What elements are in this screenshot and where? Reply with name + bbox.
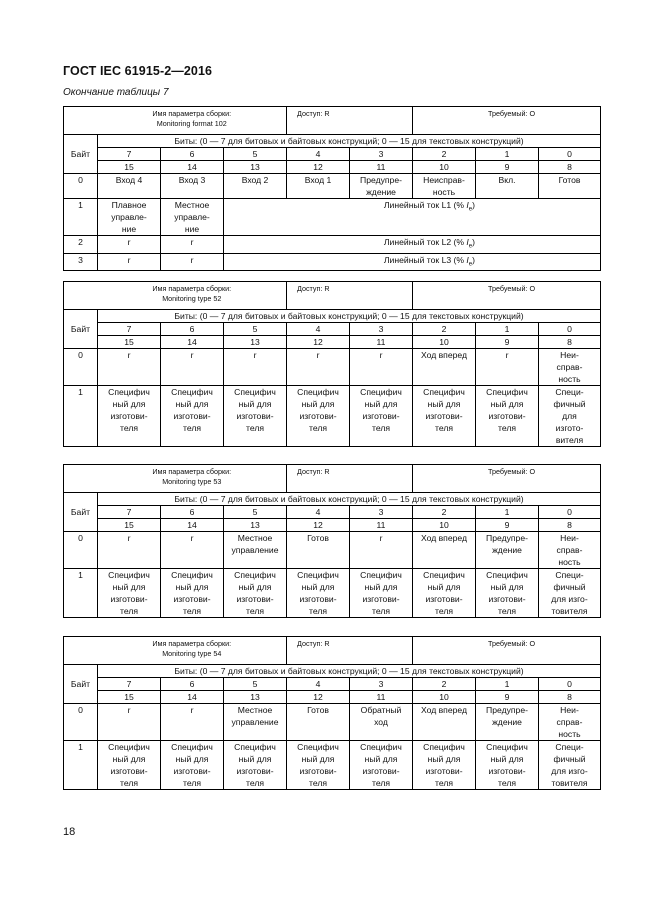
byte-column-header: Байт	[64, 665, 98, 704]
bit-header: 3	[350, 678, 413, 691]
bit-cell: Специфич ный для изготови- теля	[476, 386, 539, 447]
table-row	[64, 704, 601, 741]
bit-cell: r	[161, 236, 224, 254]
assembly-name-value: Monitoring type 53	[162, 476, 222, 486]
bit-cell: Местное управле- ние	[161, 199, 224, 236]
bit-header: 11	[350, 336, 413, 349]
bit-header: 4	[287, 678, 350, 691]
bit-cell: Специфич ный для изготови- теля	[224, 386, 287, 447]
bit-cell: Неисправ- ность	[413, 174, 476, 199]
bit-header: 1	[476, 323, 539, 336]
table-row	[64, 349, 601, 386]
assembly-name-label: Имя параметра сборки:	[152, 109, 232, 118]
bit-header: 7	[98, 148, 161, 161]
merged-line-current-cell: Линейный ток L3 (% $I_e$)	[224, 253, 601, 271]
bit-cell: r	[161, 349, 224, 386]
bit-cell: r	[161, 704, 224, 741]
assembly-name	[98, 637, 287, 665]
table-row	[64, 532, 601, 569]
bit-header: 15	[98, 691, 161, 704]
bit-table	[63, 664, 601, 790]
bit-table	[63, 309, 601, 447]
bit-cell: Неи- справ- ность	[539, 349, 601, 386]
bits-caption: Биты: (0 — 7 для битовых и байтовых конструкций; 0 — 15 для текстовых конструкций)	[98, 135, 601, 148]
bit-cell: Вход 1	[287, 174, 350, 199]
bit-cell: Специфич ный для изготови- теля	[413, 741, 476, 790]
table-row	[64, 236, 601, 254]
bit-cell: Специ- фичный для изго- товителя	[539, 569, 601, 618]
bit-cell: Специфич ный для изготови- теля	[476, 569, 539, 618]
byte-number: 1	[64, 569, 98, 618]
bit-header: 13	[224, 691, 287, 704]
bit-header: 13	[224, 336, 287, 349]
bit-cell: Ход вперед	[413, 704, 476, 741]
bit-table	[63, 134, 601, 271]
bit-header: 14	[161, 519, 224, 532]
bit-header: 0	[539, 678, 601, 691]
byte-column-header: Байт	[64, 493, 98, 532]
bit-table	[63, 492, 601, 618]
bits-caption: Биты: (0 — 7 для битовых и байтовых конструкций; 0 — 15 для текстовых конструкций)	[98, 493, 601, 506]
bit-header: 9	[476, 336, 539, 349]
bit-header: 11	[350, 691, 413, 704]
bit-header: 12	[287, 336, 350, 349]
bit-header: 2	[413, 678, 476, 691]
byte-column-header: Байт	[64, 135, 98, 174]
bit-header: 10	[413, 519, 476, 532]
bit-cell: Вход 2	[224, 174, 287, 199]
bit-header: 8	[539, 336, 601, 349]
bit-header: 5	[224, 148, 287, 161]
bit-header: 15	[98, 336, 161, 349]
bit-cell: Специ- фичный для изгото- вителя	[539, 386, 601, 447]
bit-header: 6	[161, 148, 224, 161]
access-cell: Доступ: R	[287, 282, 413, 310]
bit-header: 6	[161, 323, 224, 336]
bit-cell: r	[224, 349, 287, 386]
bit-cell: Специфич ный для изготови- теля	[98, 741, 161, 790]
bit-cell: Специфич ный для изготови- теля	[413, 569, 476, 618]
bit-header: 12	[287, 519, 350, 532]
bit-header: 2	[413, 506, 476, 519]
bit-header: 10	[413, 161, 476, 174]
bit-cell: r	[161, 532, 224, 569]
bit-header: 6	[161, 506, 224, 519]
bit-cell: Специфич ный для изготови- теля	[287, 386, 350, 447]
table-row	[64, 741, 601, 790]
assembly-name-label: Имя параметра сборки:	[152, 284, 232, 293]
bit-cell: Специфич ный для изготови- теля	[350, 386, 413, 447]
bit-cell: r	[98, 349, 161, 386]
bit-header: 6	[161, 678, 224, 691]
required-cell: Требуемый: О	[413, 107, 601, 135]
bit-cell: Специфич ный для изготови- теля	[350, 741, 413, 790]
bit-header: 5	[224, 678, 287, 691]
bit-header: 10	[413, 691, 476, 704]
bit-header: 3	[350, 506, 413, 519]
bit-cell: Специфич ный для изготови- теля	[413, 386, 476, 447]
bit-cell: Ход вперед	[413, 349, 476, 386]
byte-number: 1	[64, 741, 98, 790]
bit-cell: Специфич ный для изготови- теля	[161, 741, 224, 790]
assembly-name-value: Monitoring type 54	[162, 648, 222, 658]
byte-column-header: Байт	[64, 310, 98, 349]
bit-cell: Специ- фичный для изго- товителя	[539, 741, 601, 790]
assembly-name-value: Monitoring format 102	[156, 118, 227, 128]
merged-line-current-cell: Линейный ток L2 (% $I_e$)	[224, 236, 601, 254]
bit-header: 4	[287, 506, 350, 519]
bit-header: 9	[476, 161, 539, 174]
bit-cell: Специфич ный для изготови- теля	[98, 569, 161, 618]
bit-header: 14	[161, 336, 224, 349]
bit-cell: Местное управление	[224, 704, 287, 741]
assembly-name	[98, 107, 287, 135]
bit-header: 3	[350, 323, 413, 336]
access-cell: Доступ: R	[287, 107, 413, 135]
bit-header: 0	[539, 323, 601, 336]
bit-header: 12	[287, 161, 350, 174]
bit-cell: Предупре- ждение	[350, 174, 413, 199]
bit-header: 4	[287, 323, 350, 336]
bit-cell: Специфич ный для изготови- теля	[224, 569, 287, 618]
bit-header: 3	[350, 148, 413, 161]
bit-cell: Специфич ный для изготови- теля	[161, 386, 224, 447]
bit-header: 15	[98, 519, 161, 532]
byte-number: 0	[64, 532, 98, 569]
bit-cell: Вкл.	[476, 174, 539, 199]
bit-cell: r	[350, 532, 413, 569]
bit-header: 2	[413, 148, 476, 161]
bit-cell: Специфич ный для изготови- теля	[287, 569, 350, 618]
bit-header: 8	[539, 519, 601, 532]
assembly-name-label: Имя параметра сборки:	[152, 467, 232, 476]
block-monitoring-type-53	[63, 464, 601, 618]
assembly-name	[98, 282, 287, 310]
bit-header: 1	[476, 506, 539, 519]
bit-header: 1	[476, 678, 539, 691]
document-header: ГОСТ IEC 61915-2—2016	[63, 64, 213, 78]
byte-number: 1	[64, 199, 98, 236]
bit-cell: r	[98, 532, 161, 569]
bit-cell: r	[98, 253, 161, 271]
bit-header: 15	[98, 161, 161, 174]
bit-header: 13	[224, 519, 287, 532]
bit-header: 0	[539, 148, 601, 161]
bit-cell: Специфич ный для изготови- теля	[287, 741, 350, 790]
bit-cell: Неи- справ- ность	[539, 532, 601, 569]
page-number: 18	[63, 826, 76, 838]
assembly-name-label: Имя параметра сборки:	[152, 639, 232, 648]
bit-header: 7	[98, 506, 161, 519]
bit-cell: Готов	[287, 532, 350, 569]
bit-cell: r	[98, 704, 161, 741]
assembly-meta-table	[63, 636, 601, 665]
table-row	[64, 199, 601, 236]
bit-cell: Готов	[287, 704, 350, 741]
bit-header: 11	[350, 519, 413, 532]
bit-cell: Вход 4	[98, 174, 161, 199]
bit-header: 0	[539, 506, 601, 519]
bit-header: 2	[413, 323, 476, 336]
byte-number: 1	[64, 386, 98, 447]
bit-header: 5	[224, 506, 287, 519]
table-continuation-caption: Окончание таблицы 7	[63, 87, 169, 98]
merged-line-current-cell: Линейный ток L1 (% $I_e$)	[224, 199, 601, 236]
bit-cell: Ход вперед	[413, 532, 476, 569]
required-cell: Требуемый: О	[413, 637, 601, 665]
table-row	[64, 569, 601, 618]
bit-header: 9	[476, 691, 539, 704]
bits-caption: Биты: (0 — 7 для битовых и байтовых конструкций; 0 — 15 для текстовых конструкций)	[98, 310, 601, 323]
bit-cell: r	[287, 349, 350, 386]
assembly-meta-table	[63, 106, 601, 135]
bit-header: 8	[539, 161, 601, 174]
block-monitoring-type-52	[63, 281, 601, 447]
bit-header: 5	[224, 323, 287, 336]
assembly-name	[98, 465, 287, 493]
table-row	[64, 253, 601, 271]
required-cell: Требуемый: О	[413, 465, 601, 493]
bit-cell: Специфич ный для изготови- теля	[98, 386, 161, 447]
bit-cell: Предупре- ждение	[476, 532, 539, 569]
bit-cell: Обратный ход	[350, 704, 413, 741]
bit-cell: Специфич ный для изготови- теля	[224, 741, 287, 790]
bit-cell: Вход 3	[161, 174, 224, 199]
bit-cell: r	[98, 236, 161, 254]
bit-cell: Предупре- ждение	[476, 704, 539, 741]
bit-header: 10	[413, 336, 476, 349]
block-monitoring-type-54	[63, 636, 601, 790]
byte-number: 0	[64, 174, 98, 199]
bit-header: 14	[161, 691, 224, 704]
bit-header: 7	[98, 678, 161, 691]
bit-cell: r	[161, 253, 224, 271]
byte-number: 2	[64, 236, 98, 254]
bits-caption: Биты: (0 — 7 для битовых и байтовых конструкций; 0 — 15 для текстовых конструкций)	[98, 665, 601, 678]
bit-cell: Местное управление	[224, 532, 287, 569]
table-row	[64, 386, 601, 447]
access-cell: Доступ: R	[287, 465, 413, 493]
bit-cell: r	[350, 349, 413, 386]
bit-header: 12	[287, 691, 350, 704]
bit-header: 14	[161, 161, 224, 174]
bit-cell: Специфич ный для изготови- теля	[161, 569, 224, 618]
bit-cell: r	[476, 349, 539, 386]
bit-cell: Готов	[539, 174, 601, 199]
access-cell: Доступ: R	[287, 637, 413, 665]
bit-header: 8	[539, 691, 601, 704]
required-cell: Требуемый: О	[413, 282, 601, 310]
bit-cell: Неи- справ- ность	[539, 704, 601, 741]
bit-cell: Плавное управле- ние	[98, 199, 161, 236]
bit-cell: Специфич ный для изготови- теля	[476, 741, 539, 790]
bit-header: 1	[476, 148, 539, 161]
block-monitoring-format-102	[63, 106, 601, 271]
table-row	[64, 174, 601, 199]
byte-number: 0	[64, 349, 98, 386]
bit-header: 11	[350, 161, 413, 174]
assembly-meta-table	[63, 464, 601, 493]
assembly-meta-table	[63, 281, 601, 310]
bit-cell: Специфич ный для изготови- теля	[350, 569, 413, 618]
assembly-name-value: Monitoring type 52	[162, 293, 222, 303]
bit-header: 9	[476, 519, 539, 532]
bit-header: 7	[98, 323, 161, 336]
byte-number: 0	[64, 704, 98, 741]
bit-header: 4	[287, 148, 350, 161]
bit-header: 13	[224, 161, 287, 174]
byte-number: 3	[64, 253, 98, 271]
